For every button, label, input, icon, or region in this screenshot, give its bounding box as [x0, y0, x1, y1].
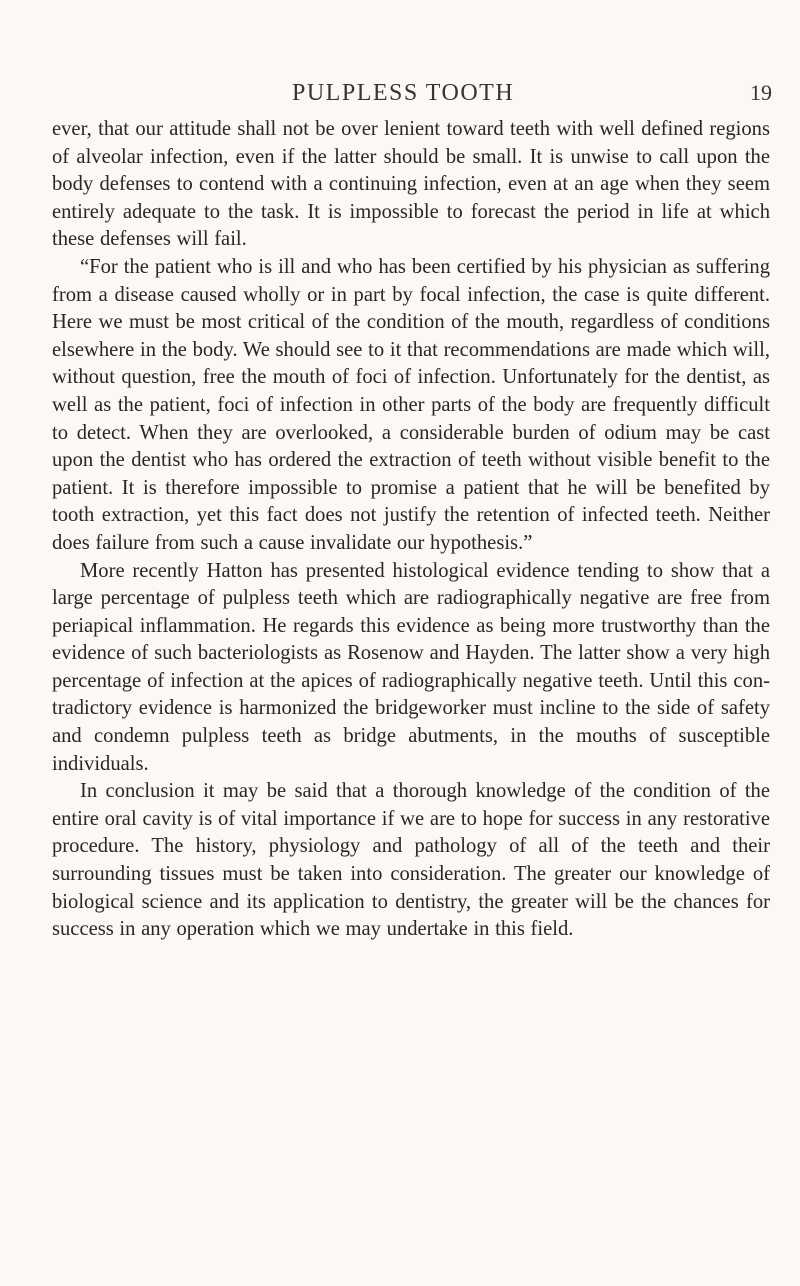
paragraph-conclusion: In conclusion it may be said that a thorough knowledge of the condition of the entire oral cavity is of vital importance if we are to hope for success in any restorative procedure. The history, physiology and pathology of all of the teeth and their surrounding tissues must be taken into consideration. The greater our knowledge of biological science and its application to dentistry, the greater will be the chances for success in any operation which we may undertake in this field. — [52, 780, 770, 941]
paragraph-hatton: More recently Hatton has presented histological evidence tending to show that a large percentage of pulpless teeth which are radiographically negative are free from periapical inflammation. He regards this evidence as being more trustworthy than the evidence of such bacteriologists as Rosenow and Hayden. The latter show a very high percentage of infection at the apices of radiographically negative teeth. Until this contradictory evidence is harmonized the bridgeworker must incline to the side of safety and condemn pulpless teeth as bridge abutments, in the mouths of susceptible individuals. — [52, 559, 770, 775]
running-title: PULPLESS TOOTH — [292, 80, 515, 106]
running-head — [52, 80, 772, 110]
page-number: 19 — [750, 80, 772, 105]
body-text — [52, 116, 770, 944]
paragraph-continuation: ever, that our attitude shall not be over lenient toward teeth with well defined regions of alveolar infection, even if the latter should be small. It is unwise to call upon the body defenses to contend with a continuing infection, even at an age when they seem entirely adequate to the task. It is impossible to forecast the period in life at which these defenses will fail. — [52, 118, 770, 251]
paragraph-quotation: “For the patient who is ill and who has been certified by his physician as suffering from a disease caused wholly or in part by focal infection, the case is quite different. Here we must be most critical of the condition of the mouth, regardless of conditions elsewhere in the body. We should see to it that recommendations are made which will, without question, free the mouth of foci of infection. Unfortunately for the dentist, as well as the patient, foci of infection in other parts of the body are frequently difficult to detect. When they are overlooked, a considerable burden of odium may be cast upon the dentist who has ordered the extraction of teeth without visible benefit to the patient. It is therefore impossible to promise a patient that he will be benefited by tooth extraction, yet this fact does not justify the retention of infected teeth. Neither does failure from such a cause invalidate our hypothesis.” — [52, 255, 770, 554]
